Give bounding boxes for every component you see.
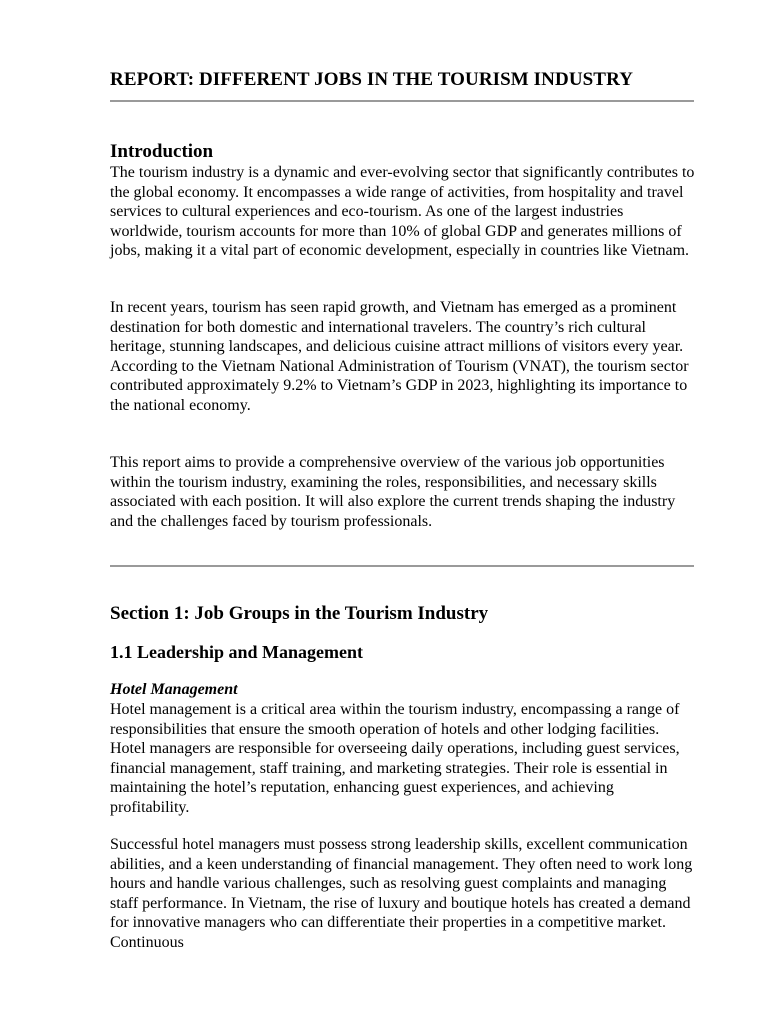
hotel-management-paragraph-2: Successful hotel managers must possess strong leadership skills, excellent communication abilities, and a keen understanding of financial management. They often need to work long hours and handle various challenges, such as resolving guest complaints and managing staff performance. In Vietnam, the rise of luxury and boutique hotels has created a demand for innovative managers who can differentiate their properties in a competitive market. Continuous: [110, 836, 693, 951]
section-divider: [110, 565, 694, 567]
subsection-1-1-heading: 1.1 Leadership and Management: [110, 642, 364, 662]
hotel-management-heading: Hotel Management: [110, 681, 238, 698]
section-1-heading: Section 1: Job Groups in the Tourism Industry: [110, 603, 489, 624]
hotel-management-paragraph-1: Hotel management is a critical area within the tourism industry, encompassing a range of responsibilities that ensure the smooth operation of hotels and other lodging facilities. Hotel managers are responsible for overseeing daily operations, including guest services, financial management, staff training, and marketing strategies. Their role is essential in maintaining the hotel’s reputation, enhancing guest experiences, and achieving profitability.: [110, 701, 680, 816]
report-title: REPORT: DIFFERENT JOBS IN THE TOURISM INDUSTRY: [110, 69, 634, 90]
intro-paragraph-3: This report aims to provide a comprehensive overview of the various job opportunities within the tourism industry, examining the roles, responsibilities, and necessary skills associated with each position. It will also explore the current trends shaping the industry and the challenges faced by tourism professionals.: [110, 454, 676, 530]
introduction-heading: Introduction: [110, 141, 214, 162]
intro-paragraph-2: In recent years, tourism has seen rapid growth, and Vietnam has emerged as a prominent destination for both domestic and international travelers. The country’s rich cultural heritage, stunning landscapes, and delicious cuisine attract millions of visitors every year. According to the Vietnam National Administration of Tourism (VNAT), the tourism sector contributed approximately 9.2% to Vietnam’s GDP in 2023, highlighting its importance to the national economy.: [110, 299, 689, 414]
title-divider: [110, 100, 694, 102]
intro-paragraph-1: The tourism industry is a dynamic and ever-evolving sector that significantly contributes to the global economy. It encompasses a wide range of activities, from hospitality and travel services to cultural experiences and eco-tourism. As one of the largest industries worldwide, tourism accounts for more than 10% of global GDP and generates millions of jobs, making it a vital part of economic development, especially in countries like Vietnam.: [110, 164, 695, 260]
